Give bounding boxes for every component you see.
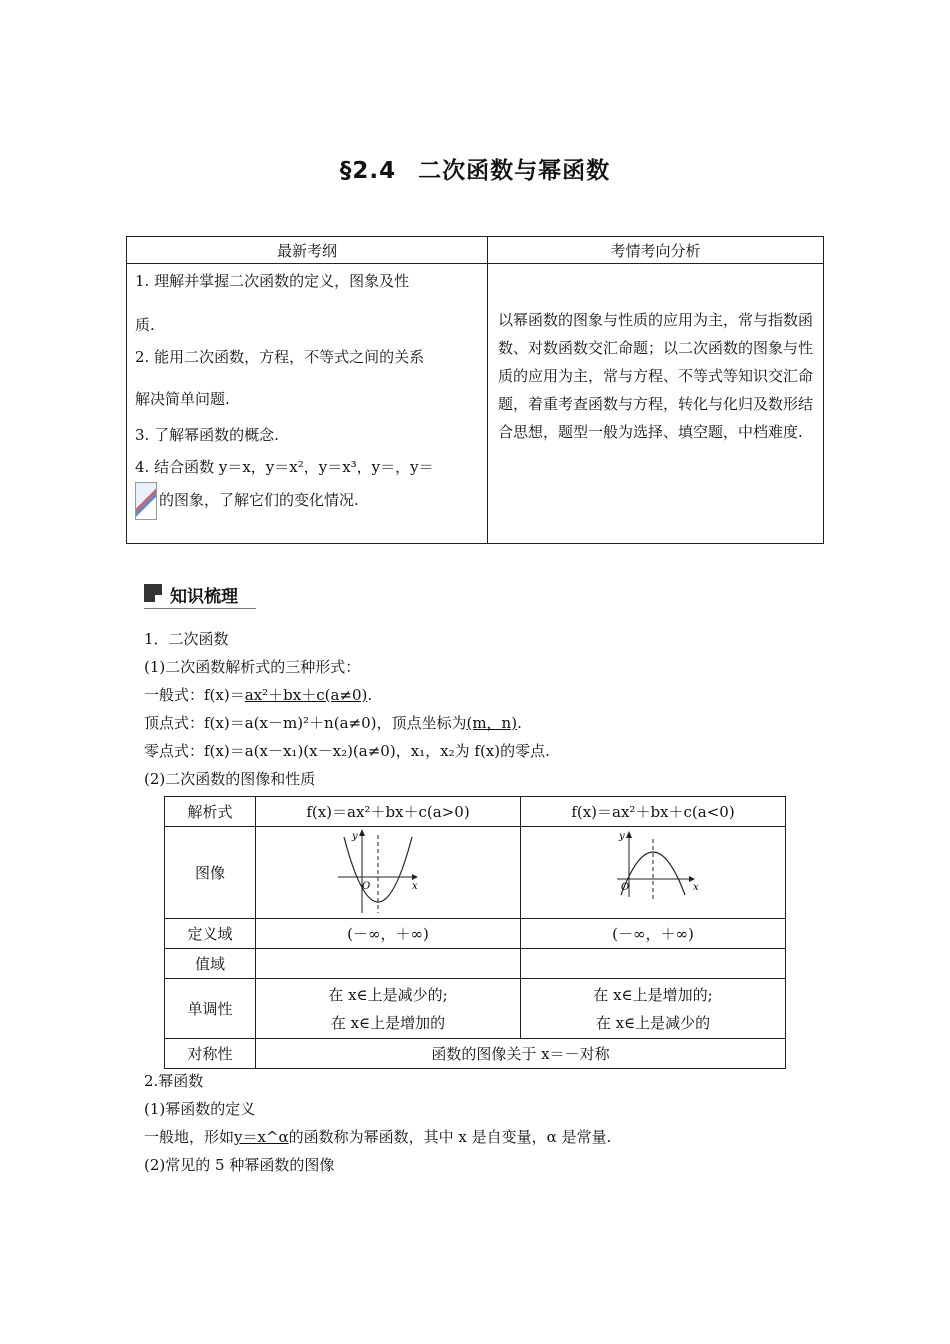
origin-label: O	[362, 881, 371, 892]
range-a-pos	[256, 949, 521, 979]
syllabus-line: 质.	[135, 316, 155, 334]
y-label: y	[619, 831, 625, 842]
mono-a-neg: 在 x∈上是增加的; 在 x∈上是减少的	[521, 979, 786, 1039]
syllabus-table	[126, 236, 824, 544]
row-label: 值域	[165, 949, 256, 979]
y-label: y	[352, 831, 358, 842]
x-axis-arrow	[412, 874, 418, 880]
row-label: 对称性	[165, 1039, 256, 1069]
body-line: (1)二次函数解析式的三种形式：	[144, 658, 361, 676]
expr-a-pos: f(x)＝ax²＋bx＋c(a>0)	[256, 797, 521, 827]
vertex-form-line: 顶点式：f(x)＝a(x－m)²＋n(a≠0)，顶点坐标为(m，n).	[144, 714, 522, 732]
section-heading	[144, 582, 256, 609]
syllabus-header: 最新考纲	[127, 237, 488, 264]
downward-parabola-graph	[603, 827, 703, 917]
section-number: §2.4	[339, 158, 397, 184]
syllabus-line: 3. 了解幂函数的概念.	[135, 426, 279, 444]
body-line: (2)二次函数的图像和性质	[144, 770, 316, 788]
section-marker-icon	[144, 584, 162, 602]
syllabus-line: 1. 理解并掌握二次函数的定义，图象及性	[135, 272, 410, 290]
analysis-cell: 以幂函数的图象与性质的应用为主，常与指数函数、对数函数交汇命题；以二次函数的图象与性质的应用为主，常与方程、不等式等知识交汇命题，着重考查函数与方程，转化与化归及数形结合思想，题型一般为选择、填空题，中档难度.	[488, 264, 824, 544]
answer-blank: y＝x^α	[234, 1128, 289, 1146]
syllabus-line: 的图象，了解它们的变化情况.	[159, 491, 359, 509]
power-definition-line: 一般地，形如y＝x^α的函数称为幂函数，其中 x 是自变量，α 是常量.	[144, 1128, 612, 1146]
page-title	[0, 152, 950, 185]
x-label: x	[412, 881, 418, 892]
domain-a-neg: (－∞，＋∞)	[521, 919, 786, 949]
answer-blank: ax²＋bx＋c(a≠0)	[244, 686, 368, 704]
syllabus-line: 解决简单问题.	[135, 390, 230, 408]
section-heading-text: 知识梳理	[170, 587, 238, 607]
domain-a-pos: (－∞，＋∞)	[256, 919, 521, 949]
expr-a-neg: f(x)＝ax²＋bx＋c(a<0)	[521, 797, 786, 827]
origin-label: O	[621, 882, 630, 893]
graph-a-neg-cell	[521, 827, 786, 919]
graph-a-pos-cell	[256, 827, 521, 919]
syllabus-line: 4. 结合函数 y＝x，y＝x²，y＝x³，y＝，y＝	[135, 458, 434, 476]
body-line: 1．二次函数	[144, 630, 229, 648]
row-label: 单调性	[165, 979, 256, 1039]
y-axis-arrow	[359, 829, 365, 836]
body-line: 零点式：f(x)＝a(x－x₁)(x－x₂)(a≠0)，x₁，x₂为 f(x)的零点.	[144, 742, 550, 760]
body-line: (2)常见的 5 种幂函数的图像	[144, 1156, 335, 1174]
x-label: x	[693, 882, 699, 893]
upward-parabola-graph	[338, 827, 438, 917]
section-title: 二次函数与幂函数	[418, 158, 611, 184]
row-label: 解析式	[165, 797, 256, 827]
general-form-line: 一般式：f(x)＝ax²＋bx＋c(a≠0).	[144, 686, 373, 704]
answer-blank: (m，n)	[466, 714, 518, 732]
symmetry-cell: 函数的图像关于 x＝－对称	[256, 1039, 786, 1069]
range-a-neg	[521, 949, 786, 979]
row-label: 定义域	[165, 919, 256, 949]
y-axis-arrow	[626, 831, 632, 838]
mono-a-pos: 在 x∈上是减少的; 在 x∈上是增加的	[256, 979, 521, 1039]
syllabus-cell	[127, 264, 488, 544]
row-label: 图像	[165, 827, 256, 919]
syllabus-line: 2. 能用二次函数，方程，不等式之间的关系	[135, 348, 425, 366]
missing-image-icon	[135, 482, 157, 520]
body-line: (1)幂函数的定义	[144, 1100, 256, 1118]
body-line: 2.幂函数	[144, 1072, 204, 1090]
analysis-header: 考情考向分析	[488, 237, 824, 264]
quadratic-properties-table	[164, 796, 786, 1069]
